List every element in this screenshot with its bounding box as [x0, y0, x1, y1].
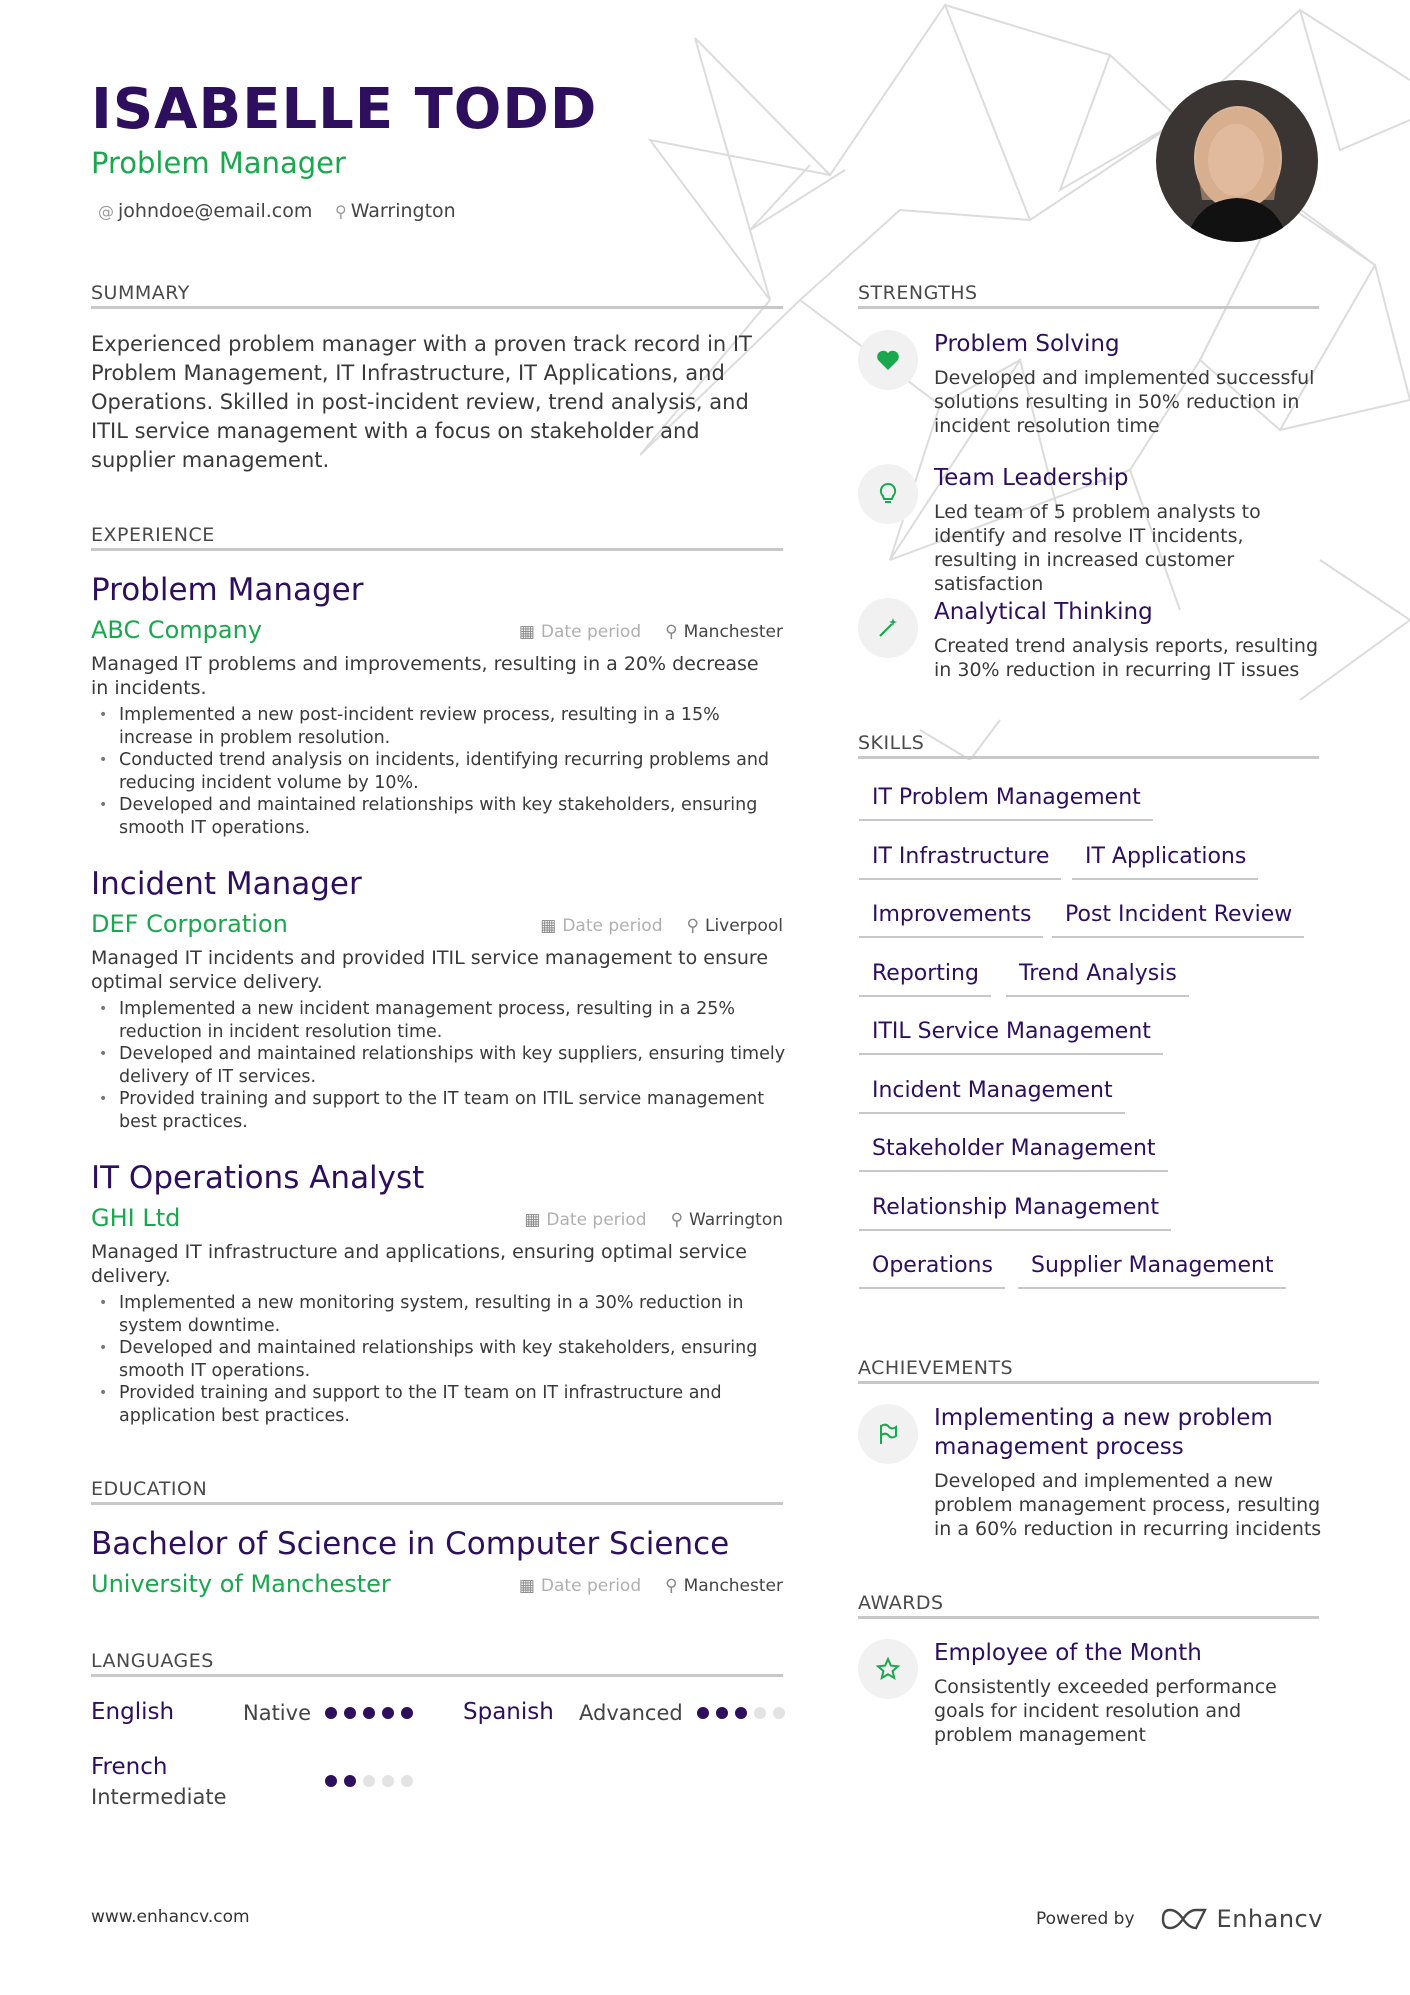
awards-divider: [858, 1616, 1319, 1619]
at-icon: @: [98, 202, 114, 221]
job-title: IT Operations Analyst: [91, 1160, 425, 1196]
list-item: • Developed and maintained relationships with key suppliers, ensuring timely delivery of IT services.: [91, 1043, 786, 1088]
flag-icon: [858, 1404, 918, 1464]
language-name: Spanish: [463, 1699, 554, 1725]
enhancv-logo-icon: [1161, 1907, 1207, 1931]
rating-dot: [363, 1707, 375, 1719]
job-company: GHI Ltd: [91, 1204, 181, 1232]
award-title: Employee of the Month: [934, 1640, 1202, 1666]
contact-email[interactable]: @ johndoe@email.com: [98, 200, 313, 222]
skill-tag: Post Incident Review: [1052, 900, 1304, 938]
skills-title: SKILLS: [858, 732, 925, 754]
language-rating: [697, 1707, 792, 1719]
languages-divider: [91, 1674, 783, 1677]
list-item: • Developed and maintained relationships with key stakeholders, ensuring smooth IT operations.: [91, 1337, 786, 1382]
rating-dot: [325, 1775, 337, 1787]
job-meta: ▦ Date period ⚲ Manchester: [518, 622, 783, 642]
rating-dot: [716, 1707, 728, 1719]
rating-dot: [363, 1775, 375, 1787]
skill-tag: Reporting: [859, 959, 991, 997]
languages-title: LANGUAGES: [91, 1650, 214, 1672]
list-item: • Implemented a new monitoring system, resulting in a 30% reduction in system downtime.: [91, 1292, 786, 1337]
job-meta: ▦ Date period ⚲ Liverpool: [540, 916, 783, 936]
rating-dot: [344, 1775, 356, 1787]
location-pin-icon: ⚲: [665, 1576, 678, 1596]
language-name: English: [91, 1699, 175, 1725]
strength-desc: Developed and implemented successful solutions resulting in 50% reduction in incident resolution time: [934, 367, 1315, 437]
location-pin-icon: ⚲: [686, 916, 699, 936]
job-description: Managed IT problems and improvements, resulting in a 20% decrease in incidents.: [91, 653, 759, 699]
job-company: ABC Company: [91, 616, 263, 644]
job-title: Problem Manager: [91, 572, 364, 608]
skill-tag: IT Applications: [1072, 842, 1258, 880]
job-bullets: [91, 998, 786, 1133]
contact-location: ⚲ Warrington: [335, 200, 456, 222]
skill-tag: Operations: [859, 1251, 1005, 1289]
magic-wand-icon: [858, 598, 918, 658]
language-rating: [325, 1775, 420, 1787]
calendar-icon: ▦: [518, 1576, 535, 1596]
education-degree: Bachelor of Science in Computer Science: [91, 1526, 730, 1562]
rating-dot: [735, 1707, 747, 1719]
list-item: • Developed and maintained relationships with key stakeholders, ensuring smooth IT operations.: [91, 794, 786, 839]
list-item: • Implemented a new incident management process, resulting in a 25% reduction in incident resolution time.: [91, 998, 786, 1043]
lightbulb-icon: [858, 464, 918, 524]
brand-name: Enhancv: [1216, 1905, 1323, 1933]
candidate-name: ISABELLE TODD: [91, 77, 598, 142]
strength-desc: Led team of 5 problem analysts to identify and resolve IT incidents, resulting in increased customer satisfaction: [934, 501, 1261, 595]
rating-dot: [401, 1707, 413, 1719]
experience-divider: [91, 548, 783, 551]
strength-title: Team Leadership: [934, 465, 1129, 491]
calendar-icon: ▦: [540, 916, 557, 936]
language-name: French: [91, 1754, 168, 1780]
rating-dot: [382, 1775, 394, 1787]
location-pin-icon: ⚲: [335, 202, 347, 221]
strength-desc: Created trend analysis reports, resulting in 30% reduction in recurring IT issues: [934, 635, 1319, 681]
rating-dot: [754, 1707, 766, 1719]
footer-website[interactable]: www.enhancv.com: [91, 1907, 250, 1927]
language-level: Native: [243, 1701, 311, 1725]
education-meta: ▦ Date period ⚲ Manchester: [518, 1576, 783, 1596]
job-bullets: [91, 1292, 786, 1427]
list-item: • Conducted trend analysis on incidents, identifying recurring problems and reducing incident volume by 10%.: [91, 749, 786, 794]
strength-title: Analytical Thinking: [934, 599, 1153, 625]
achievement-title: Implementing a new problem management process: [934, 1405, 1273, 1460]
achievements-title: ACHIEVEMENTS: [858, 1357, 1014, 1379]
rating-dot: [697, 1707, 709, 1719]
job-title: Incident Manager: [91, 866, 362, 902]
candidate-role: Problem Manager: [91, 146, 346, 180]
calendar-icon: ▦: [518, 622, 535, 642]
education-school: University of Manchester: [91, 1570, 391, 1598]
strengths-divider: [858, 306, 1319, 309]
skill-tag: ITIL Service Management: [859, 1017, 1163, 1055]
skill-tag: Stakeholder Management: [859, 1134, 1168, 1172]
skills-divider: [858, 756, 1319, 759]
language-level: Advanced: [579, 1701, 683, 1725]
rating-dot: [773, 1707, 785, 1719]
rating-dot: [325, 1707, 337, 1719]
list-item: • Provided training and support to the IT team on IT infrastructure and application best practices.: [91, 1382, 786, 1427]
skill-tag: Supplier Management: [1018, 1251, 1286, 1289]
awards-title: AWARDS: [858, 1592, 944, 1614]
language-rating: [325, 1707, 420, 1719]
rating-dot: [401, 1775, 413, 1787]
job-description: Managed IT incidents and provided ITIL service management to ensure optimal service delivery.: [91, 947, 769, 993]
avatar: [1156, 80, 1318, 242]
skill-tag: IT Infrastructure: [859, 842, 1061, 880]
job-meta: ▦ Date period ⚲ Warrington: [524, 1210, 783, 1230]
skill-tag: Trend Analysis: [1006, 959, 1189, 997]
list-item: • Implemented a new post-incident review process, resulting in a 15% increase in problem resolution.: [91, 704, 786, 749]
star-icon: [858, 1639, 918, 1699]
summary-text: Experienced problem manager with a proven track record in IT Problem Management, IT Infrastructure, IT Applications, and Operations. Skilled in post-incident review, trend analysis, and ITIL service management with a focus on stakeholder and supplier management.: [91, 332, 752, 472]
language-level: Intermediate: [91, 1785, 227, 1809]
location-pin-icon: ⚲: [665, 622, 678, 642]
skill-tag: Relationship Management: [859, 1193, 1171, 1231]
job-description: Managed IT infrastructure and applications, ensuring optimal service delivery.: [91, 1241, 747, 1287]
powered-by-label: Powered by: [1036, 1909, 1135, 1929]
education-title: EDUCATION: [91, 1478, 208, 1500]
award-desc: Consistently exceeded performance goals for incident resolution and problem management: [934, 1676, 1277, 1746]
job-company: DEF Corporation: [91, 910, 288, 938]
skill-tag: Improvements: [859, 900, 1043, 938]
location-pin-icon: ⚲: [670, 1210, 684, 1230]
strengths-title: STRENGTHS: [858, 282, 978, 304]
achievements-divider: [858, 1381, 1319, 1384]
summary-title: SUMMARY: [91, 282, 190, 304]
rating-dot: [344, 1707, 356, 1719]
experience-title: EXPERIENCE: [91, 524, 215, 546]
list-item: • Provided training and support to the IT team on ITIL service management best practices.: [91, 1088, 786, 1133]
achievement-desc: Developed and implemented a new problem management process, resulting in a 60% reduction in recurring incidents: [934, 1470, 1322, 1540]
job-bullets: [91, 704, 786, 839]
skill-tag: Incident Management: [859, 1076, 1125, 1114]
education-divider: [91, 1502, 783, 1505]
skill-tag: IT Problem Management: [859, 783, 1153, 821]
summary-divider: [91, 306, 783, 309]
footer-brand[interactable]: [1036, 1905, 1323, 1933]
heart-icon: [858, 330, 918, 390]
strength-title: Problem Solving: [934, 331, 1120, 357]
calendar-icon: ▦: [524, 1210, 541, 1230]
rating-dot: [382, 1707, 394, 1719]
